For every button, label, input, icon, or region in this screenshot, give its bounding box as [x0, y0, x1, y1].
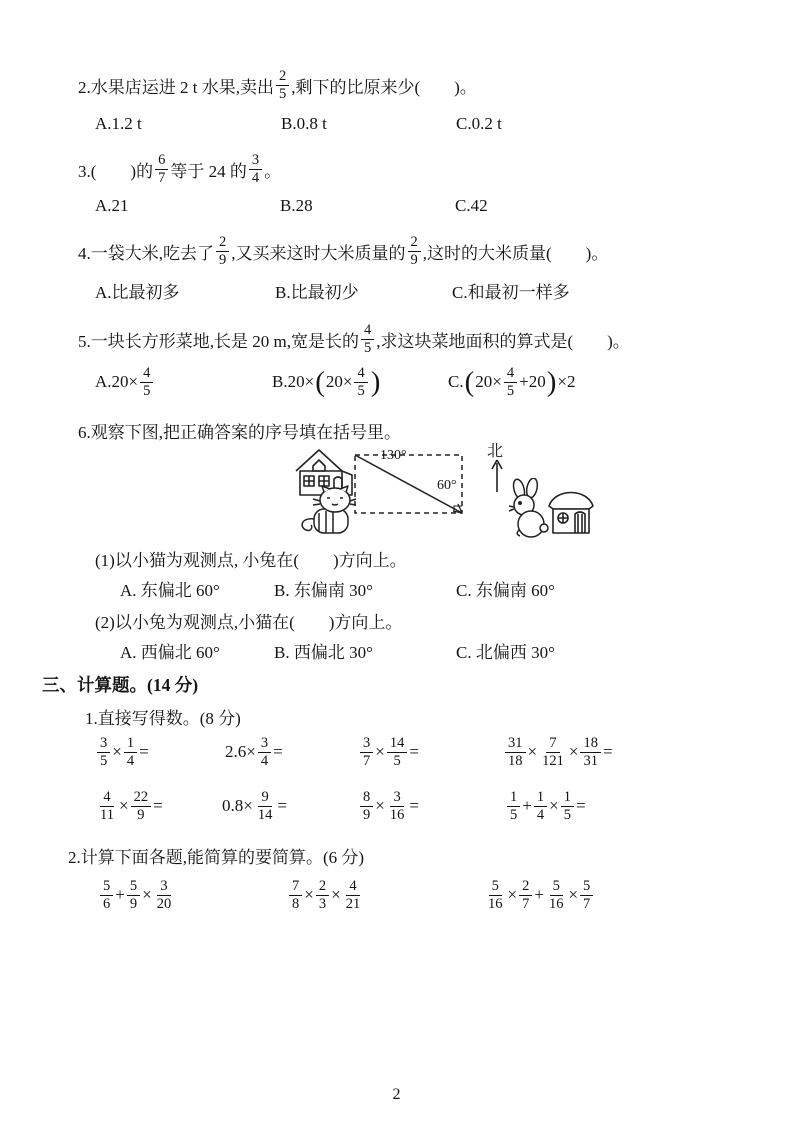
option-b: B. 西偏北 30° — [274, 643, 373, 662]
math-expression: $\frac{31}{18}$ × $\frac{7}{121}$ × $\frac{18}{31}$ = — [503, 730, 613, 774]
math-expression: $\frac{5}{16}$ × $\frac{2}{7}$ + $\frac{5}{16}$ × $\frac{5}{7}$ — [483, 873, 595, 917]
option-c: C.42 — [455, 196, 488, 215]
option-a: A.比最初多 — [95, 283, 180, 302]
question-6-1-stem: (1)以小猫为观测点, 小兔在( )方向上。 — [95, 551, 407, 570]
question-5-options — [0, 360, 793, 404]
option-b: B.比最初少 — [275, 283, 359, 302]
calc-row-3 — [0, 873, 793, 917]
question-6-2-stem: (2)以小兔为观测点,小猫在( )方向上。 — [95, 613, 403, 632]
option-b: B.20× ( 20× $\frac{4}{5}$ ) — [272, 365, 381, 399]
option-c: C. 东偏南 60° — [456, 581, 555, 600]
question-3-stem: 3.( )的 $\frac{6}{7}$ 等于 24 的 $\frac{3}{4}$ 。 — [78, 152, 282, 186]
question-6-diagram — [0, 440, 793, 540]
option-a: A.1.2 t — [95, 114, 142, 133]
angle-label-130: 130° — [380, 448, 407, 463]
math-expression: $\frac{5}{6}$ + $\frac{5}{9}$ × $\frac{3}{20}$ — [98, 873, 176, 917]
math-expression: 2.6× $\frac{3}{4}$ = — [225, 735, 283, 769]
option-b: B. 东偏南 30° — [274, 581, 373, 600]
section-3-part-1-title: 1.直接写得数。(8 分) — [85, 709, 241, 728]
option-a: A.21 — [95, 196, 129, 215]
question-5-stem: 5.一块长方形菜地,长是 20 m,宽是长的 $\frac{4}{5}$ ,求这块菜地面积的算式是( )。 — [78, 322, 630, 356]
question-4-stem: 4.一袋大米,吃去了 $\frac{2}{9}$ ,又买来这时大米质量的 $\frac{2}{9}$ ,这时的大米质量( )。 — [78, 234, 609, 268]
option-a: A.20× $\frac{4}{5}$ — [95, 360, 155, 404]
cat-image — [297, 485, 357, 539]
question-6-stem: 6.观察下图,把正确答案的序号填在括号里。 — [78, 423, 401, 442]
question-2-stem: 2.水果店运进 2 t 水果,卖出 $\frac{2}{5}$ ,剩下的比原来少( )。 — [78, 68, 477, 102]
calc-row-2 — [0, 784, 793, 828]
option-c: C.和最初一样多 — [452, 283, 570, 302]
option-a: A. 东偏北 60° — [120, 581, 220, 600]
north-arrow-icon — [489, 458, 505, 494]
math-expression: $\frac{7}{8}$ × $\frac{2}{3}$ × $\frac{4}{21}$ — [287, 873, 365, 917]
page-number: 2 — [392, 1086, 401, 1103]
option-c: C. 北偏西 30° — [456, 643, 555, 662]
north-label: 北 — [487, 443, 504, 460]
option-c: C. ( 20× $\frac{4}{5}$ +20 ) ×2 — [448, 365, 576, 399]
option-b: B.0.8 t — [281, 114, 327, 133]
angle-label-60: 60° — [437, 478, 457, 493]
calc-row-1 — [0, 730, 793, 774]
option-a: A. 西偏北 60° — [120, 643, 220, 662]
math-expression: $\frac{1}{5}$ + $\frac{1}{4}$ × $\frac{1}{5}$ = — [505, 784, 586, 828]
math-expression: $\frac{3}{5}$ × $\frac{1}{4}$ = — [95, 730, 149, 774]
question-4-options — [0, 278, 793, 322]
house-image-right — [547, 482, 595, 536]
option-b: B.28 — [280, 196, 313, 215]
section-3-title: 三、计算题。(14 分) — [42, 675, 199, 695]
math-expression: 0.8× $\frac{9}{14}$ = — [222, 789, 287, 823]
math-expression: $\frac{4}{11}$ × $\frac{22}{9}$ = — [100, 789, 163, 823]
math-expression: $\frac{8}{9}$ × $\frac{3}{16}$ = — [358, 784, 419, 828]
section-3-part-2-title: 2.计算下面各题,能简算的要简算。(6 分) — [68, 848, 365, 867]
rabbit-image — [505, 478, 551, 538]
math-expression: $\frac{3}{7}$ × $\frac{14}{5}$ = — [358, 730, 419, 774]
option-c: C.0.2 t — [456, 114, 502, 133]
